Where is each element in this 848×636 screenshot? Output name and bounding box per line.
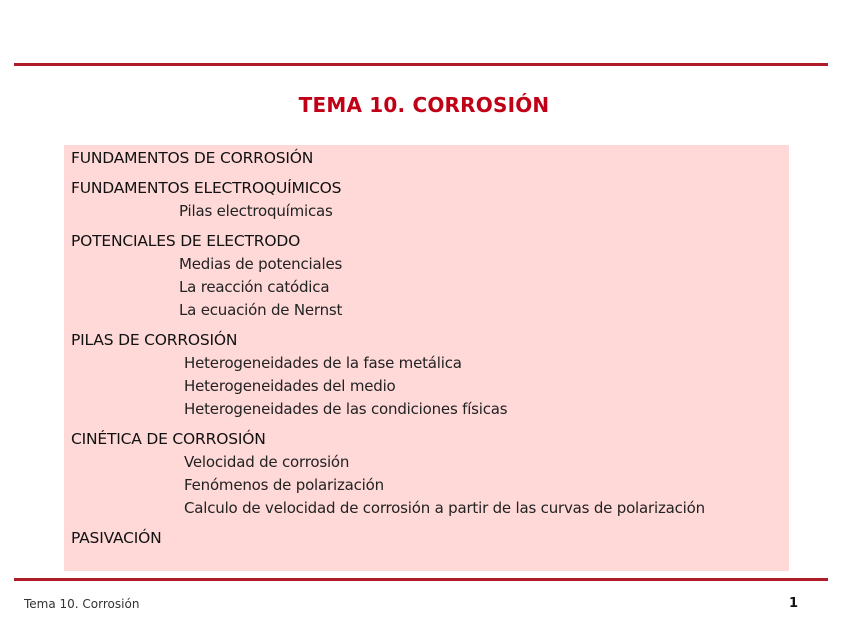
section-heading: FUNDAMENTOS ELECTROQUÍMICOS — [71, 179, 342, 197]
bottom-divider — [14, 578, 828, 581]
section-fundamentos-electroquimicos — [71, 177, 789, 223]
list-item: Pilas electroquímicas — [179, 202, 333, 220]
section-fundamentos-corrosion — [71, 147, 789, 170]
section-heading: CINÉTICA DE CORROSIÓN — [71, 430, 266, 448]
section-heading: PILAS DE CORROSIÓN — [71, 331, 238, 349]
section-pasivacion — [71, 527, 789, 550]
section-pilas-corrosion — [71, 329, 789, 421]
footer-label: Tema 10. Corrosión — [24, 597, 140, 611]
list-item: Heterogeneidades del medio — [184, 377, 396, 395]
section-heading: FUNDAMENTOS DE CORROSIÓN — [71, 149, 314, 167]
top-divider — [14, 63, 828, 66]
content-box — [64, 145, 789, 571]
list-item: Fenómenos de polarización — [184, 476, 384, 494]
list-item: Velocidad de corrosión — [184, 453, 350, 471]
section-heading: PASIVACIÓN — [71, 529, 162, 547]
list-item: Calculo de velocidad de corrosión a partir de las curvas de polarización — [184, 499, 705, 517]
slide-title: TEMA 10. CORROSIÓN — [298, 93, 550, 117]
page-number: 1 — [788, 596, 798, 611]
list-item: La ecuación de Nernst — [179, 301, 343, 319]
section-potenciales-electrodo — [71, 230, 789, 322]
section-heading: POTENCIALES DE ELECTRODO — [71, 232, 301, 250]
list-item: Heterogeneidades de la fase metálica — [184, 354, 462, 372]
list-item: La reacción catódica — [179, 278, 330, 296]
list-item: Medias de potenciales — [179, 255, 343, 273]
list-item: Heterogeneidades de las condiciones físicas — [184, 400, 508, 418]
section-cinetica-corrosion — [71, 428, 789, 520]
